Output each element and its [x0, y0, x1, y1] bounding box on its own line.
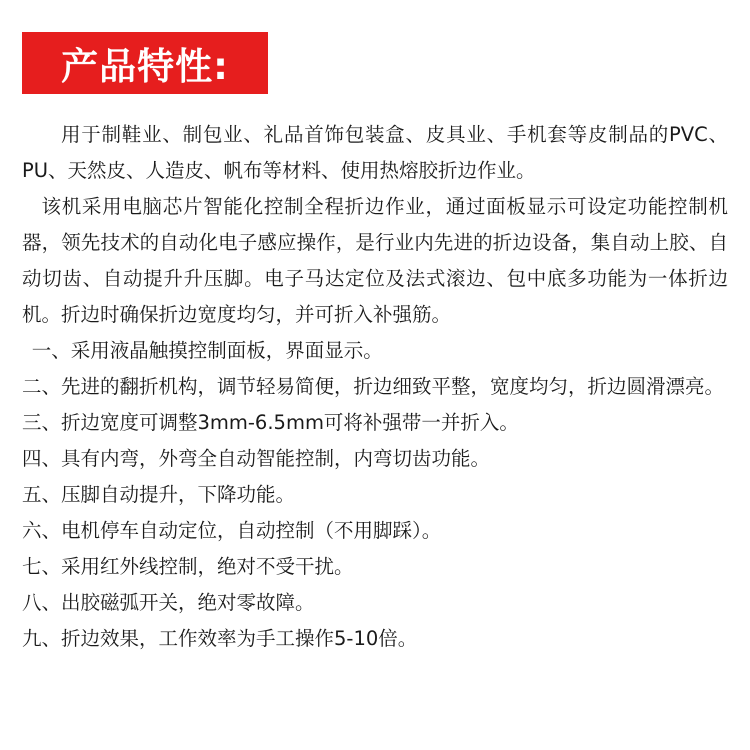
feature-item: 二、先进的翻折机构，调节轻易简便，折边细致平整，宽度均匀，折边圆滑漂亮。	[22, 375, 725, 398]
feature-list	[22, 333, 728, 657]
feature-item: 八、出胶磁弧开关，绝对零故障。	[22, 591, 315, 614]
intro-paragraph-usage: 用于制鞋业、制包业、礼品首饰包装盒、皮具业、手机套等皮制品的PVC、PU、天然皮、人造皮、帆布等材料、使用热熔胶折边作业。	[22, 123, 728, 182]
feature-item: 四、具有内弯，外弯全自动智能控制，内弯切齿功能。	[22, 447, 491, 470]
intro-paragraph-description: 该机采用电脑芯片智能化控制全程折边作业，通过面板显示可设定功能控制机器，领先技术的自动化电子感应操作，是行业内先进的折边设备，集自动上胶、自动切齿、自动提升升压脚。电子马达定位及法式滚边、包中底多功能为一体折边机。折边时确保折边宽度均匀，并可折入补强筋。	[22, 195, 728, 326]
feature-item: 一、采用液晶触摸控制面板，界面显示。	[31, 339, 383, 362]
feature-item: 七、采用红外线控制，绝对不受干扰。	[22, 555, 354, 578]
section-title: 产品特性:	[61, 45, 229, 88]
feature-item: 九、折边效果，工作效率为手工操作5-10倍。	[22, 627, 418, 650]
product-features-content	[22, 117, 728, 657]
section-title-badge	[22, 32, 268, 94]
feature-item: 三、折边宽度可调整3mm-6.5mm可将补强带一并折入。	[22, 411, 519, 434]
feature-item: 五、压脚自动提升，下降功能。	[22, 483, 296, 506]
feature-item: 六、电机停车自动定位，自动控制（不用脚踩）。	[22, 519, 442, 542]
